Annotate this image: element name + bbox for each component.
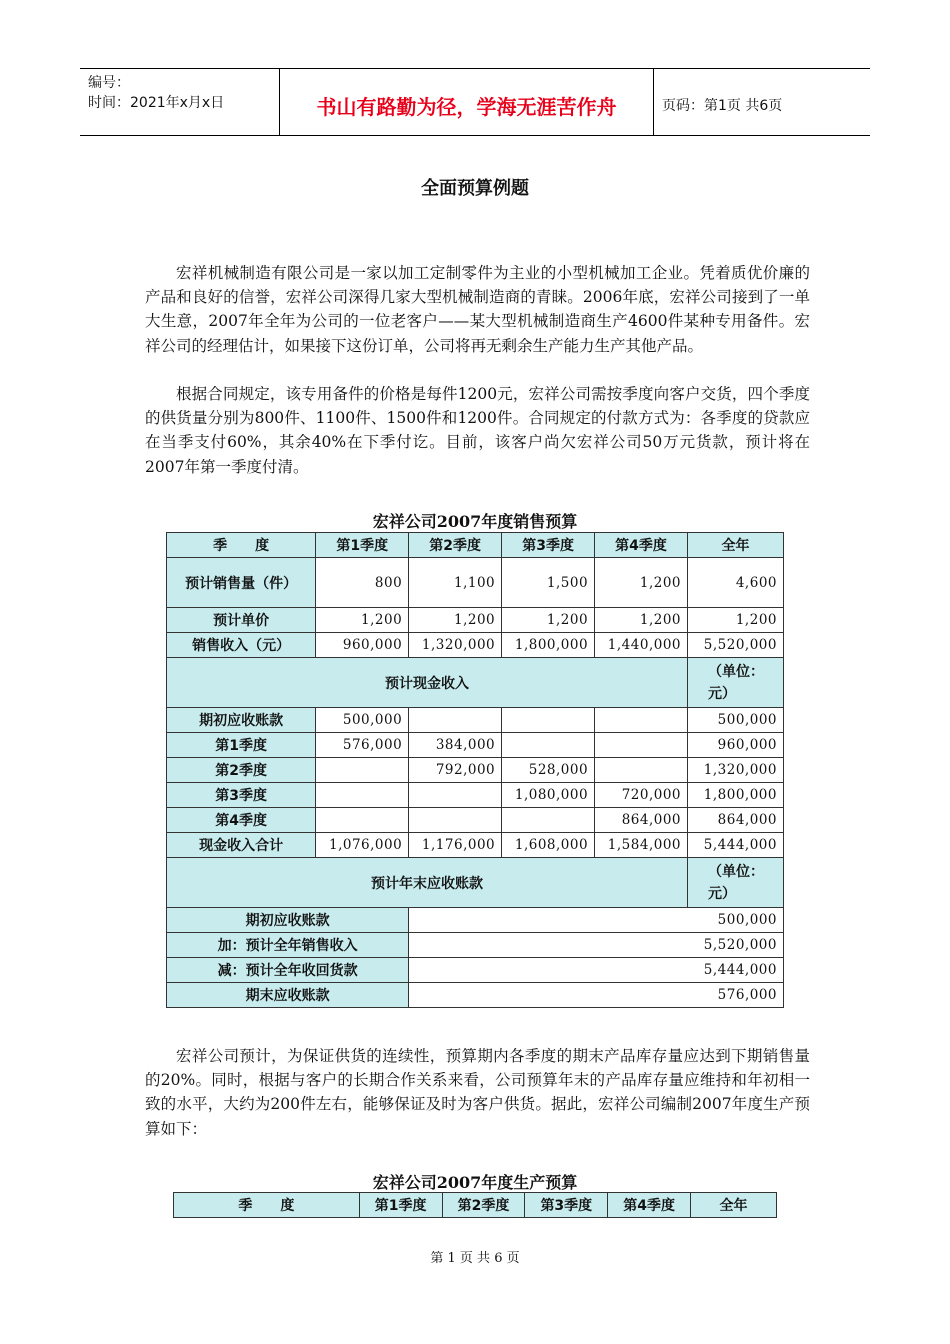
- header-cell: 第4季度: [608, 1193, 691, 1218]
- table-cell: [316, 758, 409, 783]
- table-cell: 1,100: [409, 558, 502, 608]
- table-row: [167, 783, 784, 808]
- paragraph-contract: 根据合同规定，该专用备件的价格是每件1200元，宏祥公司需按季度向客户交货，四个季度的供货量分别为800件、1100件、1500件和1200件。合同规定的付款方式为：各季度的贷款应在当季支付60%，其余40%在下季付讫。目前，该客户尚欠宏祥公司50万元货款，预计将在2007年第一季度付清。: [145, 385, 810, 476]
- table-cell: 5,520,000: [688, 633, 784, 658]
- row-label: 预计销售量（件）: [167, 558, 316, 608]
- table-cell: [595, 758, 688, 783]
- table-cell: 1,800,000: [688, 783, 784, 808]
- row-label: 第4季度: [167, 808, 316, 833]
- table-cell: 384,000: [409, 733, 502, 758]
- table-cell: 864,000: [595, 808, 688, 833]
- sales-budget-caption: 宏祥公司2007年度销售预算: [372, 512, 578, 531]
- header-cell: 季 度: [174, 1193, 360, 1218]
- page-header: [80, 68, 870, 136]
- section-title: 预计年末应收账款: [167, 858, 688, 908]
- row-label: 加：预计全年销售收入: [167, 933, 409, 958]
- section-row-receivable: [167, 858, 784, 908]
- header-cell: 第2季度: [442, 1193, 525, 1218]
- table-cell: 1,200: [502, 608, 595, 633]
- production-budget-table: [173, 1192, 777, 1218]
- table-cell: 960,000: [688, 733, 784, 758]
- row-label: 减：预计全年收回货款: [167, 958, 409, 983]
- table-row: [167, 958, 784, 983]
- table-cell: 1,200: [595, 558, 688, 608]
- table-cell: [409, 783, 502, 808]
- header-page-info: 页码：第1页 共6页: [662, 98, 783, 114]
- table-cell: 1,080,000: [502, 783, 595, 808]
- table-cell: 1,320,000: [688, 758, 784, 783]
- table-row: [167, 708, 784, 733]
- header-cell: 第2季度: [409, 533, 502, 558]
- table-row: [167, 758, 784, 783]
- sales-budget-table: [166, 532, 784, 1008]
- document-title: 全面预算例题: [421, 178, 529, 199]
- time-label: 时间：2021年x月x日: [88, 95, 225, 111]
- table-row: [167, 833, 784, 858]
- table-row: [167, 808, 784, 833]
- header-cell: 第1季度: [359, 1193, 442, 1218]
- table-cell: 1,200: [595, 608, 688, 633]
- table-cell: 1,200: [688, 608, 784, 633]
- paragraph-intro: 宏祥机械制造有限公司是一家以加工定制零件为主业的小型机械加工企业。凭着质优价廉的产品和良好的信誉，宏祥公司深得几家大型机械制造商的青睐。2006年底，宏祥公司接到了一单大生意，2007年全年为公司的一位老客户——某大型机械制造商生产4600件某种专用备件。宏祥公司的经理估计，如果接下这份订单，公司将再无剩余生产能力生产其他产品。: [145, 264, 810, 355]
- header-cell: 第4季度: [595, 533, 688, 558]
- table-cell: [502, 733, 595, 758]
- unit-label: （单位：元）: [688, 658, 784, 708]
- table-cell: [502, 808, 595, 833]
- row-label: 第2季度: [167, 758, 316, 783]
- table-cell: 1,320,000: [409, 633, 502, 658]
- table-cell: 1,440,000: [595, 633, 688, 658]
- unit-label: （单位：元）: [688, 858, 784, 908]
- table-cell: 5,444,000: [688, 833, 784, 858]
- table-cell: 576,000: [409, 983, 784, 1008]
- row-label: 现金收入合计: [167, 833, 316, 858]
- table-row: [167, 983, 784, 1008]
- table-cell: 576,000: [316, 733, 409, 758]
- page-footer: 第 1 页 共 6 页: [430, 1251, 520, 1266]
- table-row: [167, 908, 784, 933]
- table-header-row: [174, 1193, 777, 1218]
- table-cell: [502, 708, 595, 733]
- table-cell: 528,000: [502, 758, 595, 783]
- table-cell: 1,076,000: [316, 833, 409, 858]
- row-label: 第1季度: [167, 733, 316, 758]
- table-cell: 4,600: [688, 558, 784, 608]
- table-cell: 800: [316, 558, 409, 608]
- table-cell: [595, 708, 688, 733]
- header-slogan: 书山有路勤为径，学海无涯苦作舟: [280, 69, 654, 135]
- table-cell: [409, 708, 502, 733]
- header-cell: 全年: [688, 533, 784, 558]
- table-cell: 1,800,000: [502, 633, 595, 658]
- table-row: [167, 633, 784, 658]
- table-cell: 1,176,000: [409, 833, 502, 858]
- table-cell: 1,200: [409, 608, 502, 633]
- table-cell: 1,200: [316, 608, 409, 633]
- table-cell: [316, 808, 409, 833]
- row-label: 预计单价: [167, 608, 316, 633]
- paragraph-production: 宏祥公司预计，为保证供货的连续性，预算期内各季度的期末产品库存量应达到下期销售量的20%。同时，根据与客户的长期合作关系来看，公司预算年末的产品库存量应维持和年初相一致的水平，大约为200件左右，能够保证及时为客户供货。据此，宏祥公司编制2007年度生产预算如下：: [145, 1047, 810, 1138]
- table-row: [167, 608, 784, 633]
- code-label: 编号：: [88, 75, 130, 91]
- table-cell: 1,584,000: [595, 833, 688, 858]
- table-cell: 500,000: [409, 908, 784, 933]
- header-cell: 第3季度: [502, 533, 595, 558]
- row-label: 期末应收账款: [167, 983, 409, 1008]
- header-cell: 第1季度: [316, 533, 409, 558]
- table-cell: 5,444,000: [409, 958, 784, 983]
- row-label: 第3季度: [167, 783, 316, 808]
- table-cell: 720,000: [595, 783, 688, 808]
- header-cell: 全年: [691, 1193, 777, 1218]
- table-cell: 500,000: [688, 708, 784, 733]
- header-cell: 季 度: [167, 533, 316, 558]
- table-row: [167, 558, 784, 608]
- header-meta: [80, 69, 280, 135]
- table-row: [167, 933, 784, 958]
- table-cell: 5,520,000: [409, 933, 784, 958]
- table-cell: 1,608,000: [502, 833, 595, 858]
- table-cell: [409, 808, 502, 833]
- header-cell: 第3季度: [525, 1193, 608, 1218]
- table-cell: 864,000: [688, 808, 784, 833]
- table-row: [167, 733, 784, 758]
- production-budget-caption: 宏祥公司2007年度生产预算: [372, 1173, 578, 1192]
- row-label: 销售收入（元）: [167, 633, 316, 658]
- table-cell: 792,000: [409, 758, 502, 783]
- table-cell: 1,500: [502, 558, 595, 608]
- table-header-row: [167, 533, 784, 558]
- table-cell: [316, 783, 409, 808]
- table-cell: 500,000: [316, 708, 409, 733]
- table-cell: 960,000: [316, 633, 409, 658]
- section-row-cash: [167, 658, 784, 708]
- row-label: 期初应收账款: [167, 708, 316, 733]
- section-title: 预计现金收入: [167, 658, 688, 708]
- row-label: 期初应收账款: [167, 908, 409, 933]
- table-cell: [595, 733, 688, 758]
